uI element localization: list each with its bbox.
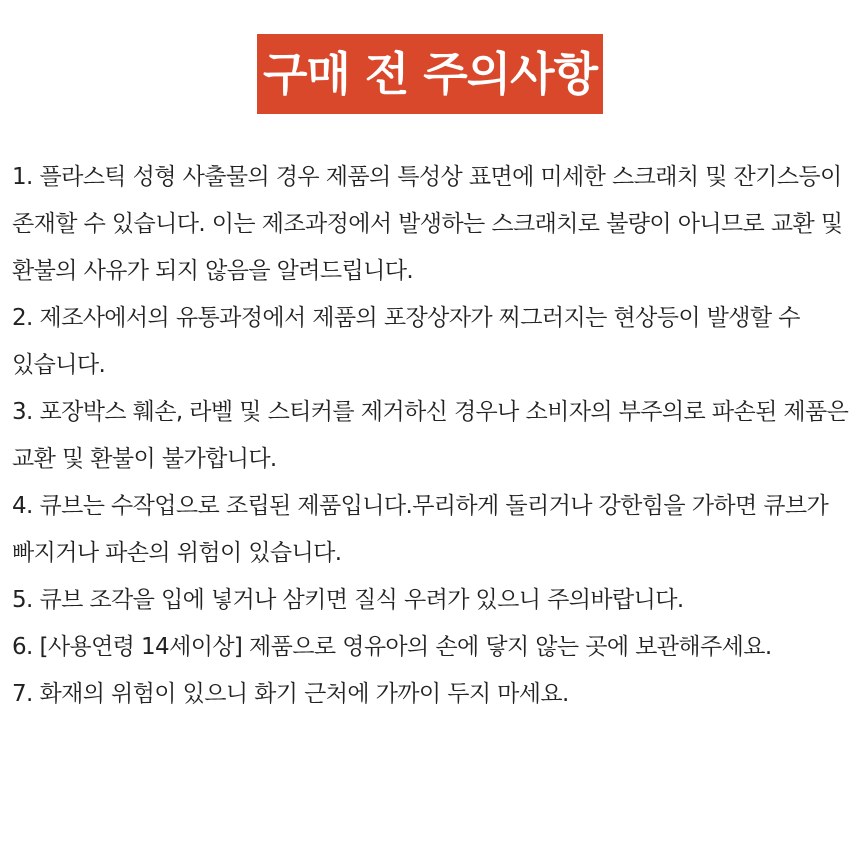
notice-item-2: 2. 제조사에서의 유통과정에서 제품의 포장상자가 찌그러지는 현상등이 발생할 수 있습니다. [12, 305, 800, 378]
notice-item-5: 5. 큐브 조각을 입에 넣거나 삼키면 질식 우려가 있으니 주의바랍니다. [12, 587, 684, 613]
notice-item-4: 4. 큐브는 수작업으로 조립된 제품입니다.무리하게 돌리거나 강한힘을 가하면 큐브가 빠지거나 파손의 위험이 있습니다. [12, 493, 829, 566]
notice-item-3: 3. 포장박스 훼손, 라벨 및 스티커를 제거하신 경우나 소비자의 부주의로 파손된 제품은 교환 및 환불이 불가합니다. [12, 399, 849, 472]
notice-item-6: 6. [사용연령 14세이상] 제품으로 영유아의 손에 닿지 않는 곳에 보관해주세요. [12, 634, 772, 660]
notice-item-1: 1. 플라스틱 성형 사출물의 경우 제품의 특성상 표면에 미세한 스크래치 및 잔기스등이 존재할 수 있습니다. 이는 제조과정에서 발생하는 스크래치로 불량이 아니므로 교환 및 환불의 사유가 되지 않음을 알려드립니다. [12, 164, 843, 284]
title-container [0, 34, 860, 114]
notice-item-7: 7. 화재의 위험이 있으니 화기 근처에 가까이 두지 마세요. [12, 681, 569, 707]
notice-list [12, 154, 852, 718]
page-title: 구매 전 주의사항 [257, 34, 603, 114]
